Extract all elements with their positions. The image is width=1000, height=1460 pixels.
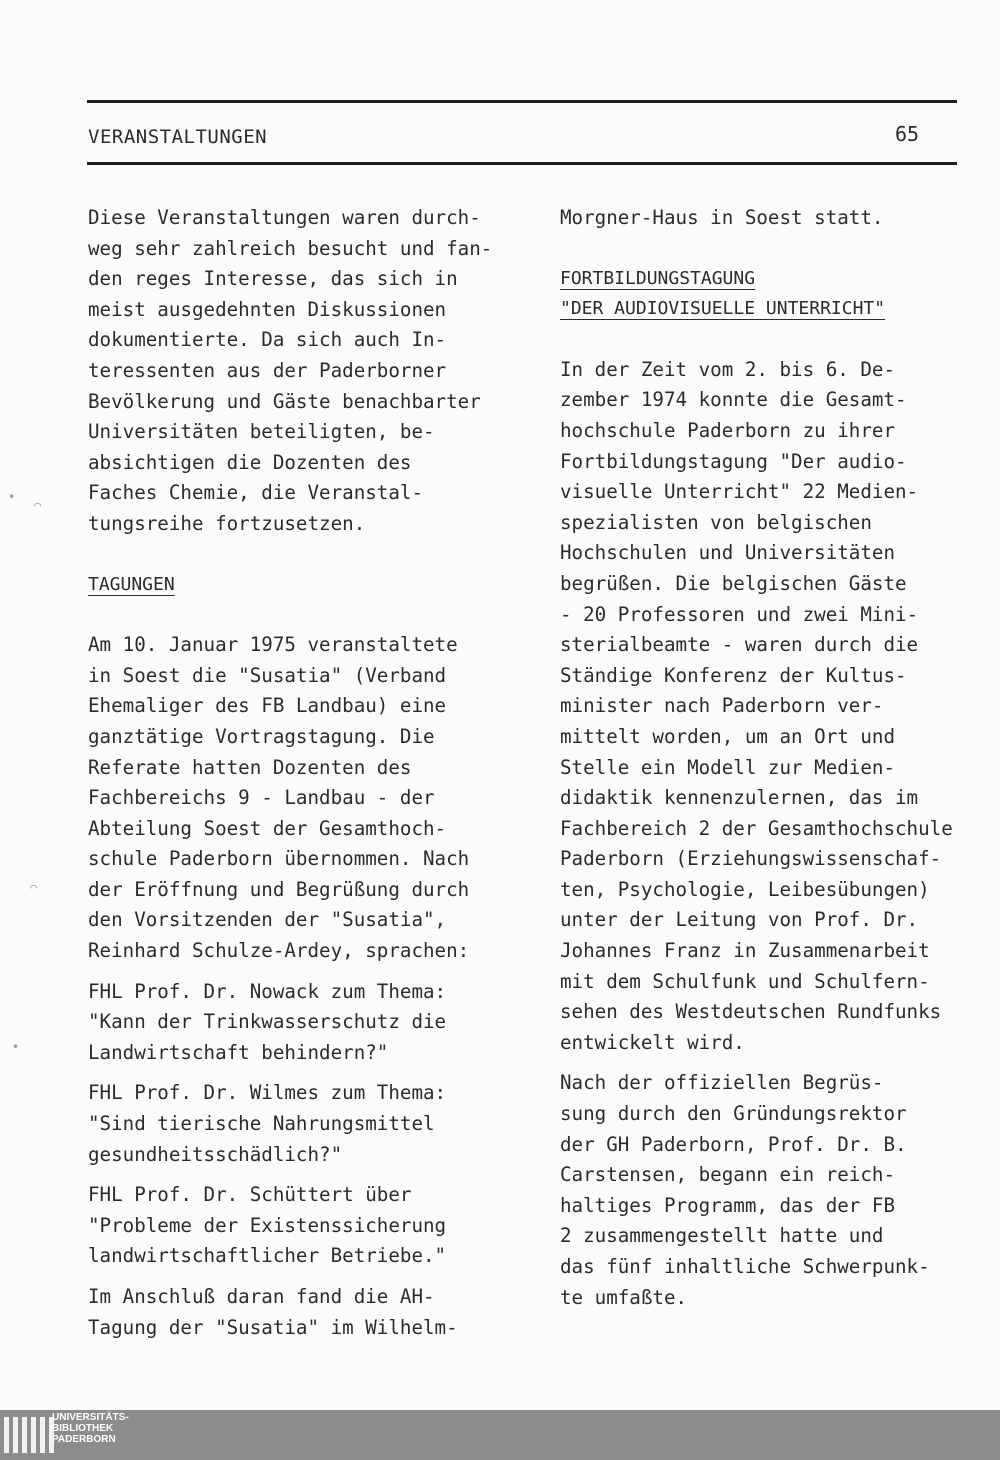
text-line: "Kann der Trinkwasserschutz die — [88, 1010, 447, 1034]
text-line: landwirtschaftlicher Betriebe." — [88, 1244, 447, 1268]
running-header: VERANSTALTUNGEN — [88, 126, 268, 148]
text-line: Diese Veranstaltungen waren durch- — [88, 206, 481, 229]
paragraph — [88, 630, 528, 967]
paragraph — [88, 1282, 528, 1343]
library-name-line: PADERBORN — [52, 1434, 116, 1445]
text-line: zember 1974 konnte die Gesamt- — [560, 388, 907, 412]
text-line: FHL Prof. Dr. Wilmes zum Thema: — [88, 1081, 447, 1105]
text-line: gesundheitsschädlich?" — [88, 1142, 343, 1166]
text-line: Johannes Franz in Zusammenarbeit — [560, 939, 930, 963]
text-line: der GH Paderborn, Prof. Dr. B. — [560, 1132, 907, 1156]
text-line: Landwirtschaft behindern?" — [88, 1040, 389, 1064]
paragraph — [560, 1068, 985, 1313]
text-line: mittelt worden, um an Ort und — [560, 724, 896, 748]
text-line: visuelle Unterricht" 22 Medien- — [560, 480, 919, 504]
text-line: Ehemaliger des FB Landbau) eine — [88, 694, 447, 718]
text-line: entwickelt wird. — [560, 1030, 745, 1054]
text-line: unter der Leitung von Prof. Dr. — [560, 908, 919, 932]
text-line: schule Paderborn übernommen. Nach — [88, 847, 470, 871]
text-line: Paderborn (Erziehungswissenschaf- — [560, 847, 942, 871]
text-line: ten, Psychologie, Leibesübungen) — [560, 877, 930, 901]
paragraph — [88, 1078, 528, 1170]
text-line: Universitäten beteiligten, be- — [88, 420, 435, 444]
text-line: Ständige Konferenz der Kultus- — [560, 663, 907, 687]
text-line: Bevölkerung und Gäste benachbarter — [88, 389, 481, 413]
text-line: 2 zusammengestellt hatte und — [560, 1224, 884, 1248]
library-name — [52, 1412, 129, 1445]
text-line: Carstensen, begann ein reich- — [560, 1163, 896, 1187]
paragraph — [88, 1180, 528, 1272]
text-line: FHL Prof. Dr. Schüttert über — [88, 1183, 412, 1207]
text-line: tungsreihe fortzusetzen. — [88, 511, 366, 535]
text-line: begrüßen. Die belgischen Gäste — [560, 571, 907, 595]
text-line: Hochschulen und Universitäten — [560, 541, 896, 565]
paragraph — [560, 203, 985, 234]
paragraph — [560, 355, 985, 1059]
text-line: te umfaßte. — [560, 1285, 688, 1309]
text-line: Fachbereichs 9 - Landbau - der — [88, 786, 435, 810]
section-heading-tagungen — [88, 570, 528, 601]
text-line: Abteilung Soest der Gesamthoch- — [88, 816, 447, 840]
text-line: spezialisten von belgischen — [560, 510, 872, 534]
text-line: Nach der offiziellen Begrüs- — [560, 1071, 884, 1095]
heading-text: TAGUNGEN — [88, 573, 175, 595]
text-line: sehen des Westdeutschen Rundfunks — [560, 1000, 942, 1024]
text-line: - 20 Professoren und zwei Mini- — [560, 602, 919, 626]
text-line: Tagung der "Susatia" im Wilhelm- — [88, 1315, 458, 1339]
scan-mark-icon: ⌒ — [30, 880, 38, 894]
text-line: den Vorsitzenden der "Susatia", — [88, 908, 447, 932]
text-line: "Probleme der Existenssicherung — [88, 1213, 447, 1237]
text-line: haltiges Programm, das der FB — [560, 1193, 896, 1217]
right-column — [560, 203, 985, 1323]
library-name-line: UNIVERSITÄTS- — [52, 1412, 129, 1423]
text-line: minister nach Paderborn ver- — [560, 694, 884, 718]
scan-dot-icon: • — [8, 490, 16, 504]
text-line: absichtigen die Dozenten des — [88, 450, 412, 474]
library-footer-bar — [0, 1410, 1000, 1460]
text-line: meist ausgedehnten Diskussionen — [88, 297, 447, 321]
heading-text: "DER AUDIOVISUELLE UNTERRICHT" — [560, 298, 886, 320]
text-line: den reges Interesse, das sich in — [88, 267, 458, 291]
text-line: FHL Prof. Dr. Nowack zum Thema: — [88, 979, 447, 1003]
text-line: teressenten aus der Paderborner — [88, 358, 447, 382]
scan-mark-icon: ⌒ — [34, 498, 42, 512]
text-line: weg sehr zahlreich besucht und fan- — [88, 236, 493, 260]
library-name-line: BIBLIOTHEK — [52, 1423, 114, 1434]
text-line: sung durch den Gründungsrektor — [560, 1102, 907, 1126]
text-line: dokumentierte. Da sich auch In- — [88, 328, 447, 352]
text-line: didaktik kennenzulernen, das im — [560, 786, 919, 810]
header-rule-bottom — [87, 162, 957, 165]
text-line: ganztätige Vortragstagung. Die — [88, 724, 435, 748]
text-line: hochschule Paderborn zu ihrer — [560, 418, 896, 442]
text-line: der Eröffnung und Begrüßung durch — [88, 877, 470, 901]
section-heading-fortbildungstagung — [560, 264, 985, 325]
page-number: 65 — [895, 122, 920, 146]
text-line: Morgner-Haus in Soest statt. — [560, 206, 884, 229]
left-column — [88, 203, 528, 1353]
text-line: Fachbereich 2 der Gesamthochschule — [560, 816, 953, 840]
text-line: In der Zeit vom 2. bis 6. De- — [560, 357, 896, 381]
scan-dot-icon: • — [12, 1040, 20, 1054]
text-line: sterialbeamte - waren durch die — [560, 633, 919, 657]
text-line: Stelle ein Modell zur Medien- — [560, 755, 896, 779]
text-line: Fortbildungstagung "Der audio- — [560, 449, 907, 473]
text-line: "Sind tierische Nahrungsmittel — [88, 1112, 435, 1136]
text-line: in Soest die "Susatia" (Verband — [88, 663, 447, 687]
paragraph — [88, 203, 528, 540]
text-line: das fünf inhaltliche Schwerpunk- — [560, 1255, 930, 1278]
heading-text: FORTBILDUNGSTAGUNG — [560, 267, 756, 289]
text-line: Referate hatten Dozenten des — [88, 755, 412, 779]
text-line: Im Anschluß daran fand die AH- — [88, 1285, 435, 1308]
text-line: Reinhard Schulze-Ardey, sprachen: — [88, 939, 470, 963]
text-line: mit dem Schulfunk und Schulfern- — [560, 969, 930, 993]
paragraph — [88, 977, 528, 1069]
text-line: Faches Chemie, die Veranstal- — [88, 481, 424, 505]
header-rule-top — [87, 100, 957, 103]
library-logo-icon — [4, 1417, 54, 1453]
text-line: Am 10. Januar 1975 veranstaltete — [88, 633, 458, 657]
